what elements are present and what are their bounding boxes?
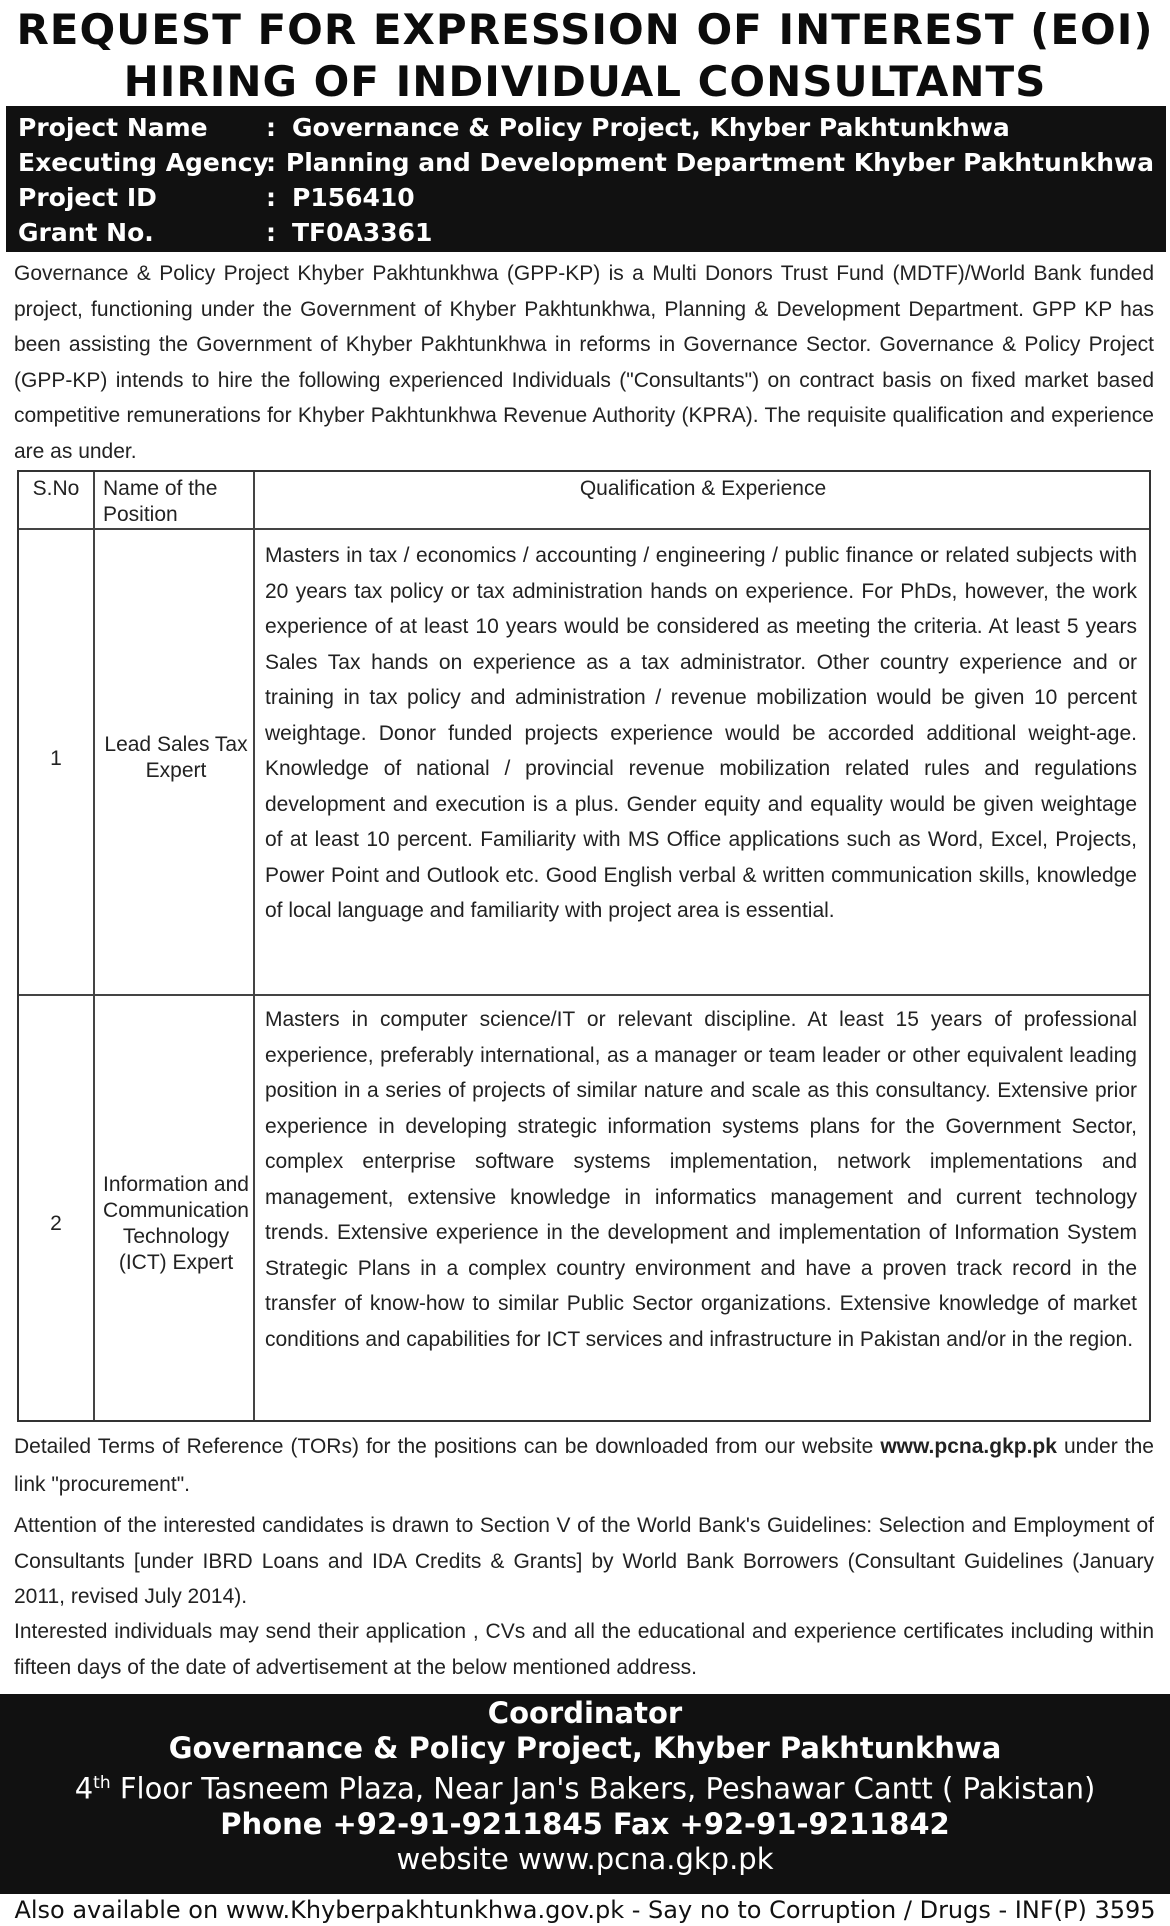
apply-paragraph: Interested individuals may send their application , CVs and all the educational and experience certificates including within fifteen days of the date of advertisement at the below mentioned address. — [14, 1620, 1154, 1679]
bottom-notice: Also available on www.Khyberpakhtunkhwa.gov.pk - Say no to Corruption / Drugs - INF(P) 3595 — [14, 1896, 1156, 1924]
title-line-1: REQUEST FOR EXPRESSION OF INTEREST (EOI) — [16, 5, 1154, 54]
intro-paragraph: Governance & Policy Project Khyber Pakhtunkhwa (GPP-KP) is a Multi Donors Trust Fund (MDTF)/World Bank funded project, functioning under the Government of Khyber Pakhtunkhwa, Planning & Development Department. GPP KP has been assisting the Government of Khyber Pakhtunkhwa in reforms in Governance Sector. Governance & Policy Project (GPP-KP) intends to hire the following experienced Individuals ("Consultants") on contract basis on fixed market based competitive remunerations for Khyber Pakhtunkhwa Revenue Authority (KPRA). The requisite qualification and experience are as under. — [14, 262, 1154, 463]
row-divider — [19, 994, 1149, 996]
project-id-row: Project ID : P156410 — [18, 183, 415, 212]
row-2-sno: 2 — [50, 1212, 62, 1235]
tor-website-link[interactable]: www.pcna.gkp.pk — [880, 1435, 1057, 1458]
footer-heading: Coordinator — [487, 1696, 683, 1730]
row-2-qualification: Masters in computer science/IT or relevant discipline. At least 15 years of professional experience, preferably international, as a manager or team leader or other equivalent leading position in a series of projects of similar nature and scale as this consultancy. Extensive prior experience in developing strategic information systems plans for the Government Sector, complex enterprise software systems implementation, network implementations and management, extensive knowledge in informatics management and current technology trends. Extensive experience in the development and implementation of Information System Strategic Plans in a complex country environment and have a proven track record in the transfer of know-how to similar Public Sector organizations. Extensive knowledge of market conditions and capabilities for ICT services and infrastructure in Pakistan and/or in the region. — [265, 1008, 1137, 1351]
footer-phone: Phone +92-91-9211845 Fax +92-91-9211842 — [220, 1806, 950, 1841]
contact-footer — [0, 1694, 1170, 1894]
header-position: Name of the Position — [103, 477, 218, 526]
project-name-row: Project Name : Governance & Policy Project, Khyber Pakhtunkhwa — [18, 113, 1010, 142]
info-value: Planning and Development Department Khyber Pakhtunkhwa — [285, 148, 1154, 177]
tor-paragraph — [14, 1428, 1154, 1504]
row-1-position: Lead Sales Tax Expert — [104, 733, 248, 782]
info-label: Executing Agency — [18, 148, 269, 177]
info-label: Grant No. — [18, 218, 154, 247]
tor-text: Detailed Terms of Reference (TORs) for the positions can be downloaded from our website — [14, 1435, 874, 1458]
footer-org: Governance & Policy Project, Khyber Pakhtunkhwa — [168, 1731, 1002, 1765]
footer-website[interactable]: website www.pcna.gkp.pk — [396, 1841, 774, 1876]
eoi-title — [0, 4, 1170, 108]
info-value: Governance & Policy Project, Khyber Pakhtunkhwa — [292, 113, 1010, 142]
row-2-position: Information and Communication Technology (ICT) Expert — [103, 1173, 249, 1274]
tor-text-2: under the link "procurement". — [14, 1435, 1154, 1496]
footer-address: 4th Floor Tasneem Plaza, Near Jan's Bakers, Peshawar Cantt ( Pakistan) — [74, 1771, 1096, 1806]
header-sno: S.No — [32, 477, 80, 500]
attention-paragraph: Attention of the interested candidates is drawn to Section V of the World Bank's Guidelines: Selection and Employment of Consultants [under IBRD Loans and IDA Credits & Grants] by World Bank Borrowers (Consultant Guidelines (January 2011, revised July 2014). — [14, 1514, 1154, 1608]
title-line-2: HIRING OF INDIVIDUAL CONSULTANTS — [123, 57, 1047, 106]
row-1-sno: 1 — [50, 747, 62, 770]
grant-no-row: Grant No. : TF0A3361 — [18, 218, 433, 247]
project-info-block — [6, 106, 1166, 252]
info-label: Project Name — [18, 113, 208, 142]
column-divider — [93, 472, 95, 1420]
header-qualification: Qualification & Experience — [579, 477, 827, 500]
executing-agency-row: Executing Agency : Planning and Development Department Khyber Pakhtunkhwa — [18, 148, 1154, 177]
info-value: P156410 — [292, 183, 415, 212]
header-divider — [19, 528, 1149, 530]
row-1-qualification: Masters in tax / economics / accounting / engineering / public finance or related subjects with 20 years tax policy or tax administration hands on experience. For PhDs, however, the work experience of at least 10 years would be considered as meeting the criteria. At least 5 years Sales Tax hands on experience as a tax administrator. Other country experience and or training in tax policy and administration / revenue mobilization would be given 10 percent weightage. Donor funded projects experience would be accorded additional weight-age. Knowledge of national / provincial revenue mobilization related rules and regulations development and execution is a plus. Gender equity and equality would be given weightage of at least 10 percent. Familiarity with MS Office applications such as Word, Excel, Projects, Power Point and Outlook etc. Good English verbal & written communication skills, knowledge of local language and familiarity with project area is essential. — [265, 544, 1137, 922]
positions-table — [17, 470, 1151, 1422]
info-label: Project ID — [18, 183, 157, 212]
info-value: TF0A3361 — [292, 218, 433, 247]
column-divider — [253, 472, 255, 1420]
